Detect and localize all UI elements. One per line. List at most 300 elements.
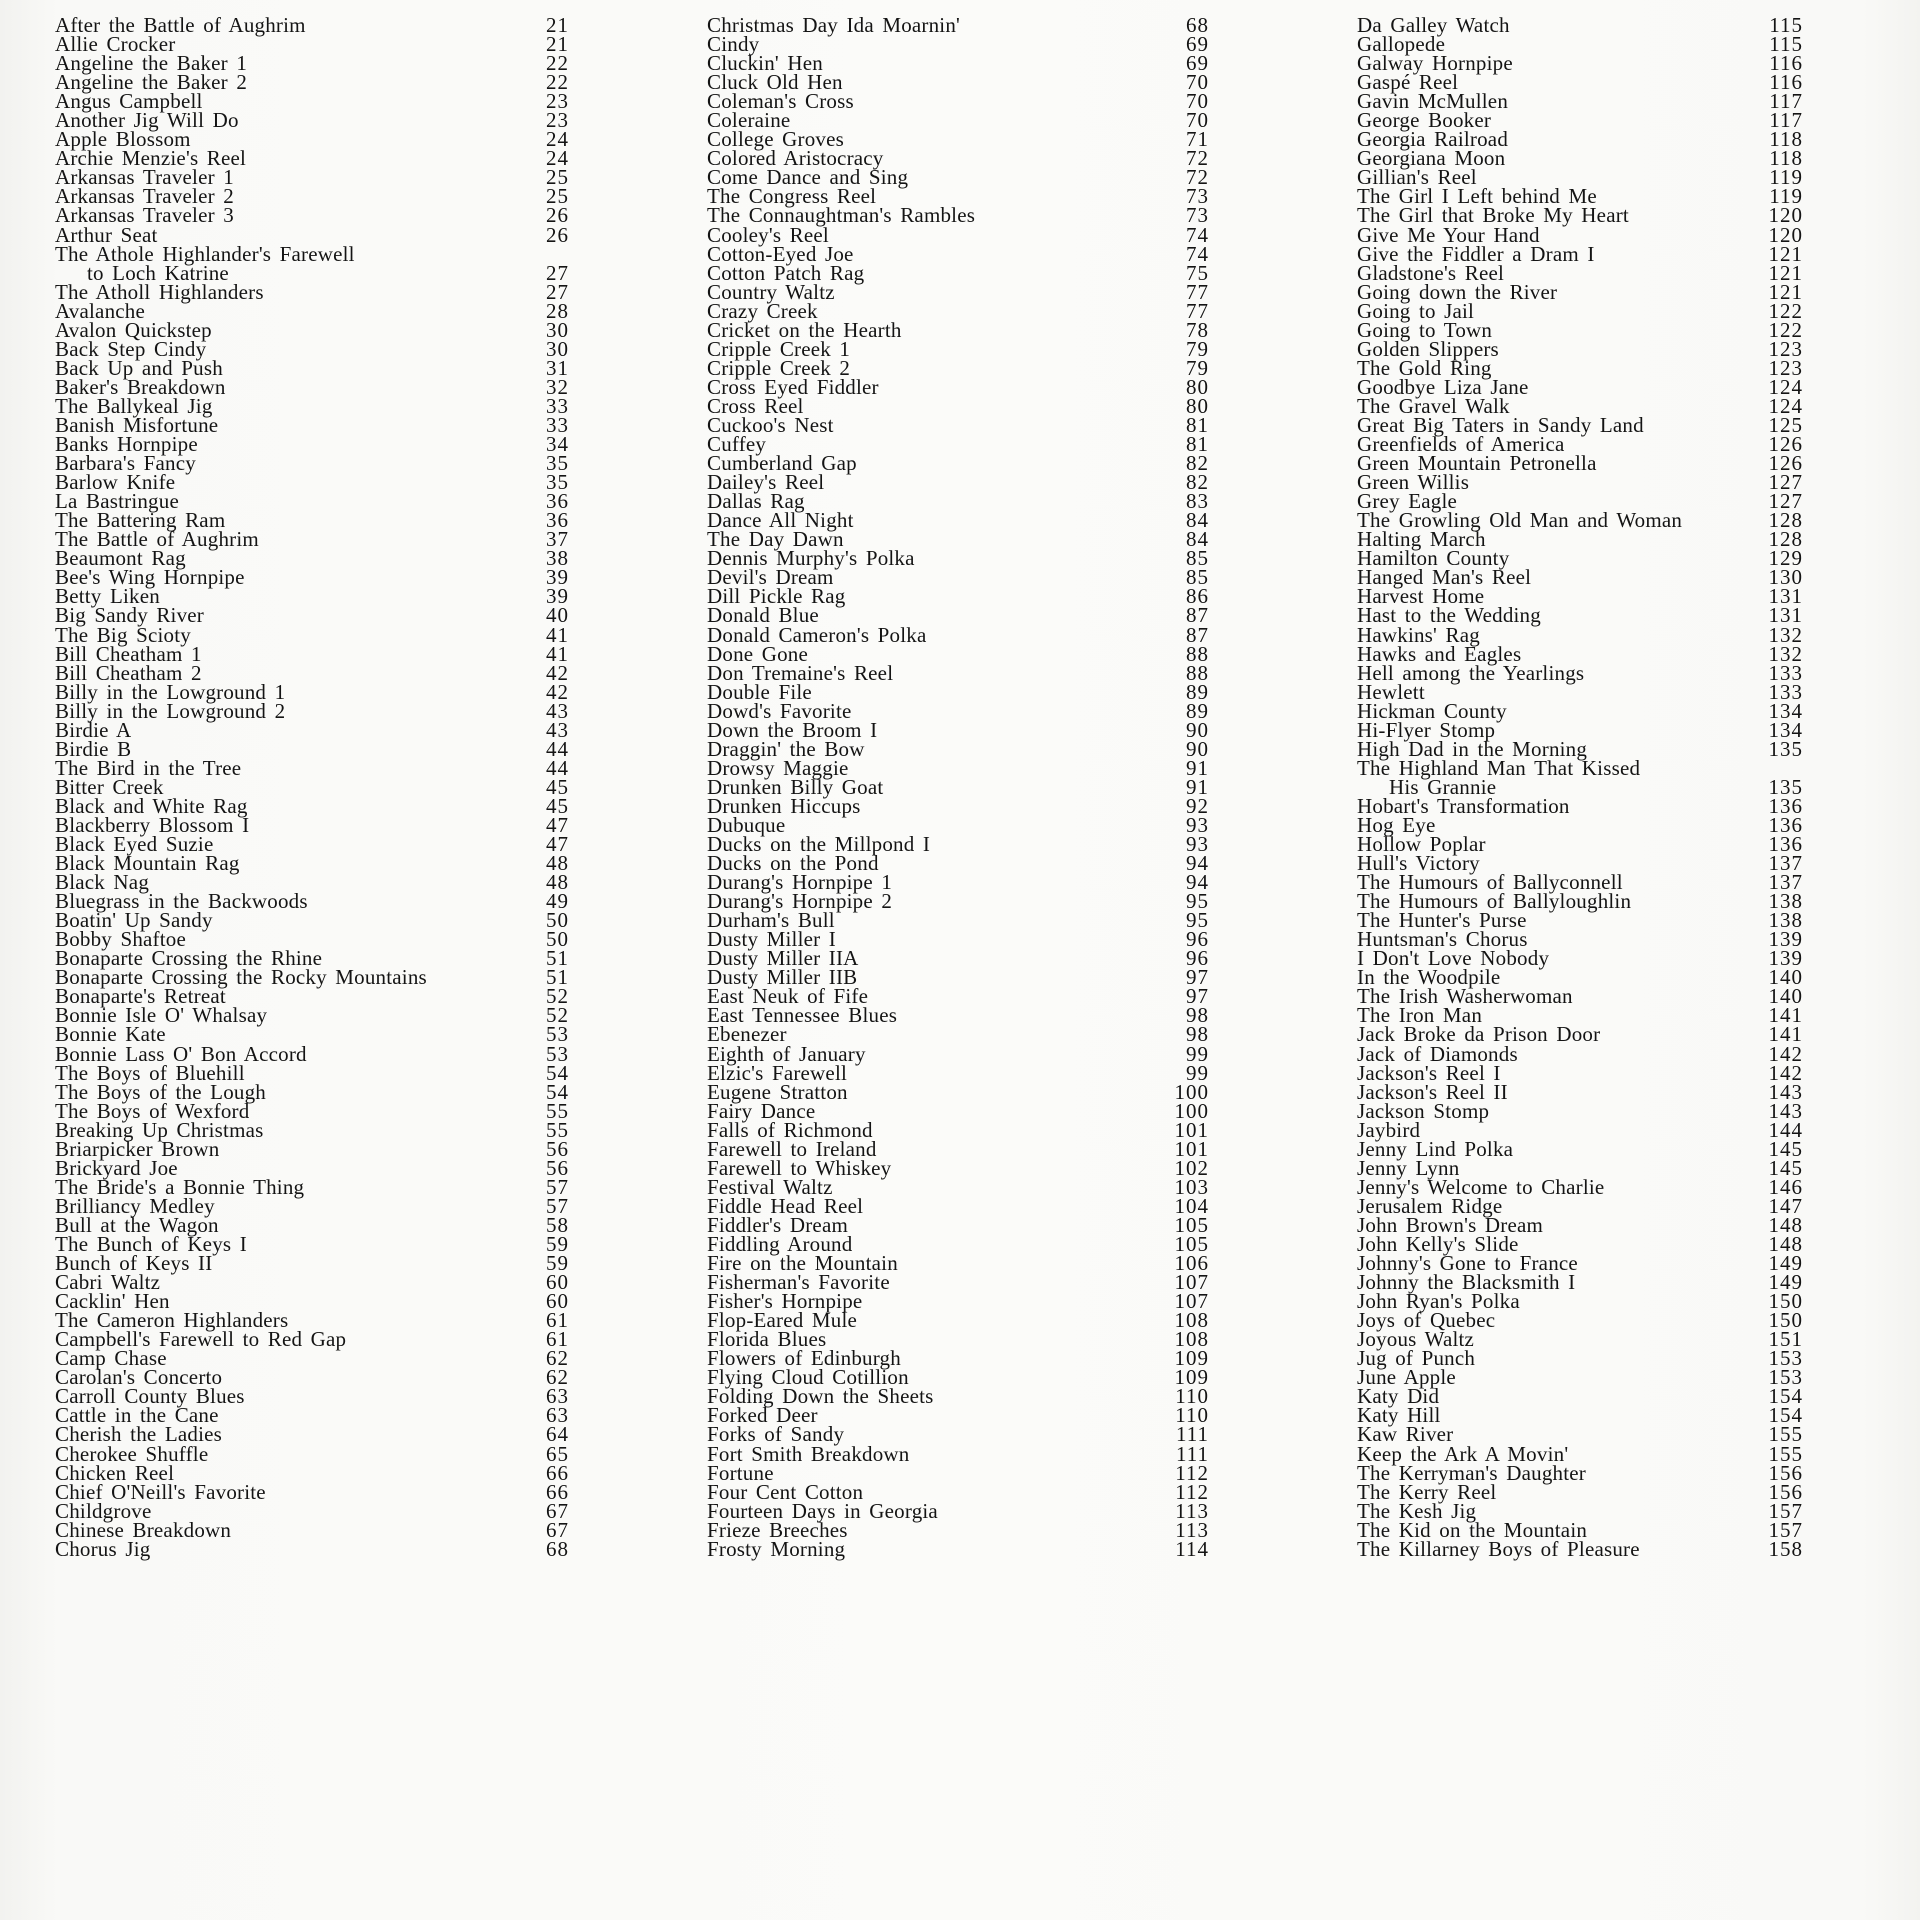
tune-title: The Bride's a Bonnie Thing [55,1174,305,1199]
tune-title: Hollow Poplar [1357,832,1486,857]
page-number: 48 [546,851,569,876]
tune-title: Christmas Day Ida Moarnin' [707,13,961,37]
tune-title: Bill Cheatham 2 [55,660,202,685]
tune-title: Green Mountain Petronella [1357,451,1597,476]
page-number: 65 [546,1441,569,1466]
page-number: 80 [1186,393,1209,418]
tune-title: Crazy Creek [707,298,818,323]
tune-title: Cuckoo's Nest [707,412,834,437]
page-number: 66 [546,1460,569,1485]
page-number: 27 [546,279,569,304]
tune-title: Keep the Ark A Movin' [1357,1441,1569,1466]
tune-title: Great Big Taters in Sandy Land [1357,412,1644,437]
page-number: 59 [546,1251,569,1276]
tune-title: Childgrove [55,1498,152,1523]
tune-title: Arkansas Traveler 1 [55,165,234,190]
tune-title: Flowers of Edinburgh [707,1346,901,1371]
tune-title: The Athole Highlander's Farewell [55,241,355,266]
tune-title: The Hunter's Purse [1357,908,1527,933]
page-number: 84 [1186,527,1209,552]
tune-title: Eighth of January [707,1041,866,1066]
page-number: 23 [546,89,569,114]
tune-title: Hast to the Wedding [1357,603,1541,628]
page-number: 37 [546,527,569,552]
tune-title: Bonnie Kate [55,1022,166,1047]
page-number: 69 [1186,51,1209,76]
page-number: 99 [1186,1060,1209,1085]
page-number: 82 [1186,451,1209,476]
page-number: 111 [1176,1441,1209,1466]
page-number: 108 [1174,1308,1209,1333]
page-number: 125 [1768,412,1803,437]
tune-title: Ducks on the Pond [707,851,879,876]
tune-title: Cricket on the Hearth [707,317,902,342]
page-number: 150 [1768,1289,1803,1314]
page-number: 91 [1186,755,1209,780]
tune-title: Georgia Railroad [1357,127,1509,152]
page-number: 47 [546,812,569,837]
page-number: 70 [1186,108,1209,133]
page-number: 88 [1186,641,1209,666]
tune-title: Drunken Billy Goat [707,774,884,799]
page-number: 42 [546,660,569,685]
tune-title: Breaking Up Christmas [55,1117,264,1142]
page-number: 53 [546,1022,569,1047]
page-number: 44 [546,755,569,780]
page-number: 75 [1186,260,1209,285]
page-number: 49 [546,889,569,914]
tune-title: The Big Scioty [55,622,191,647]
tune-title: Fisherman's Favorite [707,1270,890,1295]
tune-title: The Gravel Walk [1357,393,1510,418]
page-number: 42 [546,679,569,704]
tune-title: Elzic's Farewell [707,1060,848,1085]
page-number: 109 [1174,1365,1209,1390]
page-number: 133 [1768,660,1803,685]
tune-title: Jackson Stomp [1357,1098,1490,1123]
tune-title: Black Mountain Rag [55,851,240,876]
page-number: 117 [1769,89,1803,114]
page-number: 22 [546,51,569,76]
tune-title: Hanged Man's Reel [1357,565,1532,590]
tune-title: Festival Waltz [707,1174,833,1199]
page-number: 87 [1186,622,1209,647]
tune-title: Allie Crocker [55,32,176,57]
tune-title: Katy Did [1357,1384,1440,1409]
tune-title: Hewlett [1357,679,1425,704]
tune-title: The Humours of Ballyloughlin [1357,889,1632,914]
tune-title: Cindy [707,32,760,57]
tune-title: The Boys of Wexford [55,1098,250,1123]
page-number: 30 [546,336,569,361]
tune-title: Boatin' Up Sandy [55,908,213,933]
tune-title: Ebenezer [707,1022,787,1047]
page-number: 143 [1768,1098,1803,1123]
page-number: 93 [1186,812,1209,837]
column-1 [55,13,569,1561]
index-entry [55,1536,569,1561]
tune-title: Fisher's Hornpipe [707,1289,863,1314]
page-number: 128 [1768,508,1803,533]
tune-title: Dailey's Reel [707,470,825,495]
page-number: 121 [1768,279,1803,304]
tune-title: Cherish the Ladies [55,1422,223,1447]
page-number: 118 [1769,146,1803,171]
tune-title: The Kerryman's Daughter [1357,1460,1586,1485]
page-number: 27 [546,260,569,285]
page-number: 57 [546,1193,569,1218]
page-number: 101 [1174,1136,1209,1161]
tune-title: The Growling Old Man and Woman [1357,508,1683,533]
tune-title: Going to Jail [1357,298,1475,323]
tune-title: Dowd's Favorite [707,698,852,723]
tune-title: Bobby Shaftoe [55,927,187,952]
page-number: 147 [1768,1193,1803,1218]
page-number: 107 [1174,1270,1209,1295]
tune-title: Cherokee Shuffle [55,1441,209,1466]
page-number: 62 [546,1365,569,1390]
page-number: 61 [546,1327,569,1352]
tune-title: Chief O'Neill's Favorite [55,1479,266,1504]
page-number: 35 [546,470,569,495]
page-number: 115 [1769,32,1803,57]
page-number: 97 [1186,984,1209,1009]
tune-title: Durang's Hornpipe 2 [707,889,893,914]
index-entry [55,717,569,742]
index-entry [1357,1098,1803,1123]
tune-title: Bonaparte Crossing the Rhine [55,946,323,971]
tune-title: The Boys of Bluehill [55,1060,245,1085]
tune-title: Dusty Miller IIB [707,965,858,990]
tune-title: Hawkins' Rag [1357,622,1480,647]
tune-title: Goodbye Liza Jane [1357,374,1529,399]
page-number: 52 [546,984,569,1009]
tune-title: Fiddle Head Reel [707,1193,864,1218]
page-number: 131 [1768,603,1803,628]
page-number: 144 [1768,1117,1803,1142]
page-number: 137 [1768,870,1803,895]
page-number: 39 [546,584,569,609]
page-number: 102 [1174,1155,1209,1180]
tune-title: The Kesh Jig [1357,1498,1477,1523]
tune-title: Jaybird [1357,1117,1421,1142]
tune-title: Brilliancy Medley [55,1193,215,1218]
page-number: 109 [1174,1346,1209,1371]
page-number: 107 [1174,1289,1209,1314]
page-number: 148 [1768,1212,1803,1237]
tune-title: Coleraine [707,108,791,133]
tune-title: Ducks on the Millpond I [707,832,931,857]
tune-title: Cross Eyed Fiddler [707,374,879,399]
tune-title: The Irish Washerwoman [1357,984,1573,1009]
tune-title: Georgiana Moon [1357,146,1506,171]
tune-title: Coleman's Cross [707,89,854,114]
tune-title: Banish Misfortune [55,412,219,437]
page-number: 124 [1768,374,1803,399]
page-number: 146 [1768,1174,1803,1199]
tune-title: Gillian's Reel [1357,165,1477,190]
tune-title: Folding Down the Sheets [707,1384,934,1409]
page-number: 96 [1186,946,1209,971]
tune-title: Fairy Dance [707,1098,816,1123]
tune-title: Cripple Creek 2 [707,355,851,380]
page-number: 110 [1175,1384,1209,1409]
tune-title: Fort Smith Breakdown [707,1441,910,1466]
page-number: 138 [1768,908,1803,933]
tune-title: Bill Cheatham 1 [55,641,202,666]
tune-title: Fiddling Around [707,1232,853,1256]
tune-title: La Bastringue [55,489,179,514]
tune-title: Apple Blossom [55,127,191,152]
page-number: 141 [1768,1003,1803,1028]
tune-title: Cotton Patch Rag [707,260,865,285]
page-number: 116 [1769,70,1803,95]
page-number: 145 [1768,1136,1803,1161]
tune-title: Another Jig Will Do [55,108,239,133]
tune-title: Give the Fiddler a Dram I [1357,241,1595,266]
tune-title: Black Nag [55,870,150,895]
tune-title: Chicken Reel [55,1460,175,1485]
tune-title: to Loch Katrine [87,260,229,285]
tune-title: Avalanche [55,298,146,323]
page-number: 136 [1768,832,1803,857]
tune-title: Cabri Waltz [55,1270,161,1295]
tune-title: Jug of Punch [1357,1346,1476,1371]
tune-title: The Killarney Boys of Pleasure [1357,1536,1640,1561]
tune-title: Back Step Cindy [55,336,207,361]
page-number: 32 [546,374,569,399]
tune-title: Cattle in the Cane [55,1403,219,1428]
tune-title: Barlow Knife [55,470,176,495]
tune-title: Durang's Hornpipe 1 [707,870,893,895]
page-number: 101 [1174,1117,1209,1142]
page-number: 38 [546,546,569,571]
page-number: 72 [1186,165,1209,190]
page-number: 53 [546,1041,569,1066]
page-number: 136 [1768,793,1803,818]
tune-title: Frosty Morning [707,1536,846,1561]
tune-title: Gavin McMullen [1357,89,1509,114]
tune-title: Don Tremaine's Reel [707,660,894,685]
tune-title: Arkansas Traveler 3 [55,203,234,228]
page-number: 155 [1768,1422,1803,1447]
page-number: 86 [1186,584,1209,609]
page-number: 137 [1768,851,1803,876]
tune-title: Jenny Lind Polka [1357,1136,1514,1161]
tune-title: Angeline the Baker 2 [55,70,248,95]
page-number: 58 [546,1212,569,1237]
page-number: 141 [1768,1022,1803,1047]
tune-title: Cripple Creek 1 [707,336,851,361]
page-number: 26 [546,222,569,247]
tune-title: Drowsy Maggie [707,755,849,780]
page-number: 127 [1768,470,1803,495]
tune-title: In the Woodpile [1357,965,1501,990]
tune-title: College Groves [707,127,845,152]
tune-title: Baker's Breakdown [55,374,226,399]
page-number: 103 [1174,1174,1209,1199]
tune-title: The Battering Ram [55,508,226,533]
tune-title: Da Galley Watch [1357,13,1510,37]
tune-title: Gallopede [1357,32,1446,57]
column-2 [707,13,1209,1561]
tune-title: Donald Blue [707,603,819,628]
page-number: 21 [546,13,569,37]
page-number: 74 [1186,222,1209,247]
page-number: 25 [546,184,569,209]
page-number: 62 [546,1346,569,1371]
page-number: 128 [1768,527,1803,552]
tune-title: After the Battle of Aughrim [55,13,306,37]
page-number: 116 [1769,51,1803,76]
page-number: 93 [1186,832,1209,857]
tune-title: Joys of Quebec [1357,1308,1496,1333]
tune-title: John Brown's Dream [1357,1212,1544,1237]
page-number: 94 [1186,851,1209,876]
tune-title: The Bunch of Keys I [55,1232,247,1256]
page-number: 104 [1174,1193,1209,1218]
tune-title: Bee's Wing Hornpipe [55,565,245,590]
page-number: 119 [1769,165,1803,190]
page-number: 73 [1186,184,1209,209]
page-number: 92 [1186,793,1209,818]
page-number: 132 [1768,641,1803,666]
page-number: 22 [546,70,569,95]
page-number: 122 [1768,298,1803,323]
tune-title: June Apple [1357,1365,1456,1390]
tune-title: The Day Dawn [707,527,844,552]
page-number: 157 [1768,1517,1803,1542]
page-number: 26 [546,203,569,228]
index-entry [1357,1536,1803,1561]
tune-title: Halting March [1357,527,1486,552]
tune-title: Hamilton County [1357,546,1510,571]
page-number: 122 [1768,317,1803,342]
tune-title: Fiddler's Dream [707,1212,849,1237]
page-number: 87 [1186,603,1209,628]
tune-title: Devil's Dream [707,565,834,590]
tune-title: Birdie B [55,736,132,761]
tune-title: The Ballykeal Jig [55,393,213,418]
page-number: 95 [1186,889,1209,914]
page-number: 98 [1186,1022,1209,1047]
page-number: 57 [546,1174,569,1199]
page-number: 91 [1186,774,1209,799]
page-number: 97 [1186,965,1209,990]
page-number: 48 [546,870,569,895]
tune-title: Jenny Lynn [1357,1155,1460,1180]
tune-title: Fire on the Mountain [707,1251,898,1276]
tune-title: Fortune [707,1460,774,1485]
page-number: 73 [1186,203,1209,228]
tune-title: Flop-Eared Mule [707,1308,858,1333]
tune-title: The Kerry Reel [1357,1479,1497,1504]
page-number: 134 [1768,717,1803,742]
page-number: 156 [1768,1460,1803,1485]
page-number: 51 [546,965,569,990]
page-number: 135 [1768,736,1803,761]
page-number: 84 [1186,508,1209,533]
page-number: 80 [1186,374,1209,399]
page-number: 114 [1175,1536,1209,1561]
page-number: 56 [546,1136,569,1161]
page-number: 54 [546,1060,569,1085]
tune-title: The Highland Man That Kissed [1357,755,1641,780]
tune-title: Black Eyed Suzie [55,832,214,857]
page-number: 100 [1174,1079,1209,1104]
page-number: 94 [1186,870,1209,895]
page-number: 115 [1769,13,1803,37]
tune-title: Back Up and Push [55,355,223,380]
tune-title: Carolan's Concerto [55,1365,223,1390]
page-number: 59 [546,1232,569,1256]
tune-title: Frieze Breeches [707,1517,848,1542]
index-entry [55,698,569,723]
tune-title: Fourteen Days in Georgia [707,1498,938,1523]
tune-title: Cluck Old Hen [707,70,843,95]
tune-title: George Booker [1357,108,1492,133]
tune-title: Going to Town [1357,317,1493,342]
tune-title: Banks Hornpipe [55,432,198,457]
page-number: 85 [1186,546,1209,571]
page-number: 121 [1768,241,1803,266]
page-number: 140 [1768,984,1803,1009]
page-number: 149 [1768,1270,1803,1295]
page-number: 63 [546,1403,569,1428]
tune-title: Bunch of Keys II [55,1251,213,1276]
tune-title: Double File [707,679,812,704]
page-number: 123 [1768,355,1803,380]
page-number: 134 [1768,698,1803,723]
index-entry [707,1536,1209,1561]
tune-title: Bonnie Isle O' Whalsay [55,1003,268,1028]
page-number: 130 [1768,565,1803,590]
tune-title: Bonaparte Crossing the Rocky Mountains [55,965,427,990]
tune-title: Jack Broke da Prison Door [1357,1022,1601,1047]
tune-title: East Tennessee Blues [707,1003,898,1028]
tune-title: Hawks and Eagles [1357,641,1522,666]
page-number: 54 [546,1079,569,1104]
page-number: 136 [1768,812,1803,837]
tune-title: Big Sandy River [55,603,204,628]
tune-title: Cooley's Reel [707,222,829,247]
tune-title: The Bird in the Tree [55,755,242,780]
page-number: 120 [1768,222,1803,247]
tune-title: Arkansas Traveler 2 [55,184,234,209]
page-number: 90 [1186,717,1209,742]
tune-title: Bitter Creek [55,774,164,799]
tune-title: The Kid on the Mountain [1357,1517,1588,1542]
page-number: 156 [1768,1479,1803,1504]
tune-title: Done Gone [707,641,809,666]
tune-title: The Boys of the Lough [55,1079,267,1104]
page-number: 55 [546,1098,569,1123]
tune-title: Bonnie Lass O' Bon Accord [55,1041,307,1066]
page-number: 153 [1768,1346,1803,1371]
page-number: 138 [1768,889,1803,914]
page-number: 35 [546,451,569,476]
tune-title: John Ryan's Polka [1357,1289,1520,1314]
page-number: 123 [1768,336,1803,361]
page-number: 30 [546,317,569,342]
tune-title: John Kelly's Slide [1357,1232,1519,1256]
tune-title: Cotton-Eyed Joe [707,241,854,266]
page-number: 98 [1186,1003,1209,1028]
page-number: 129 [1768,546,1803,571]
page-number: 108 [1174,1327,1209,1352]
index-entry [707,1441,1209,1466]
tune-title: Cluckin' Hen [707,51,823,76]
